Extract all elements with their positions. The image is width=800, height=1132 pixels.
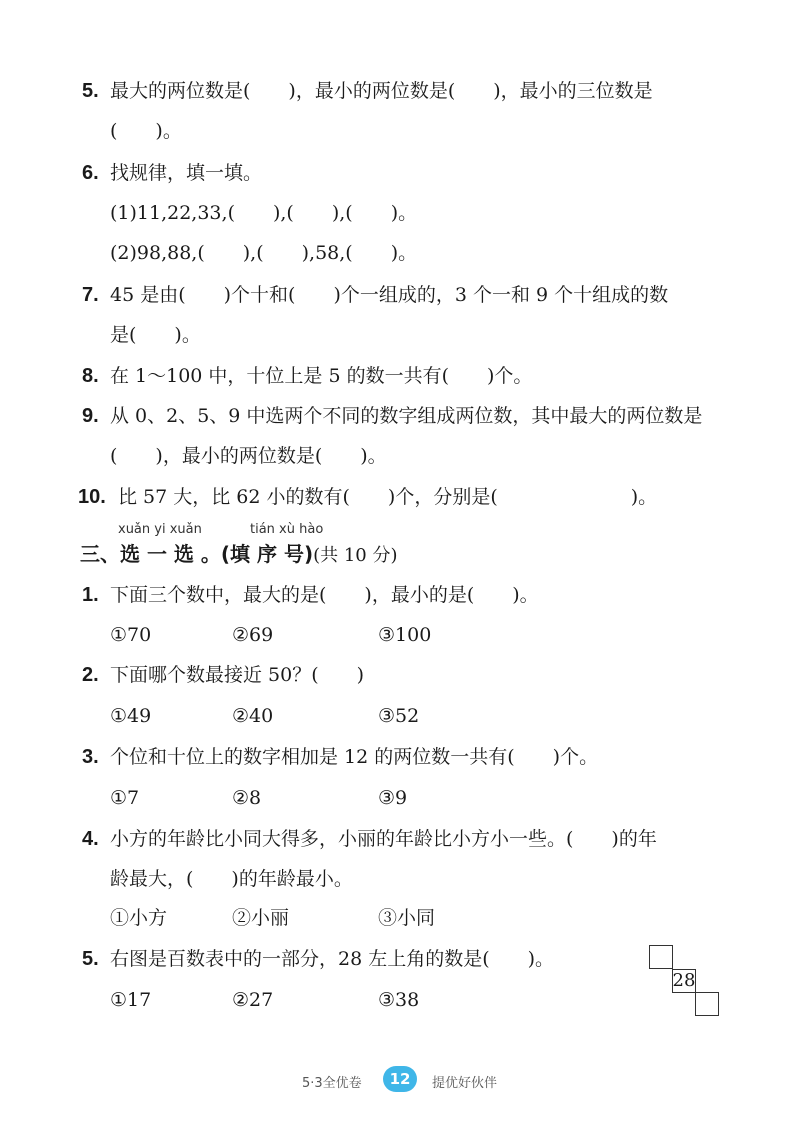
option-2: ②27: [232, 989, 274, 1011]
question-text: 找规律，填一填。: [110, 162, 263, 184]
question-number: 10.: [78, 486, 106, 508]
page-number-badge: 12: [383, 1066, 417, 1092]
option-2: ②69: [232, 624, 274, 646]
option-3: ③9: [378, 787, 408, 809]
question-number: 8.: [82, 365, 99, 387]
option-2: ②40: [232, 705, 274, 727]
option-3: ③100: [378, 624, 432, 646]
section-heading: 三、选 一 选 。(填 序 号): [80, 542, 314, 566]
option-2: ②小丽: [232, 907, 290, 929]
question-text: 下面三个数中，最大的是( )，最小的是( )。: [110, 584, 539, 606]
question-number: 6.: [82, 162, 99, 184]
option-1: ①7: [110, 787, 140, 809]
pinyin-tian-xu-hao: tián xù hào: [250, 522, 324, 537]
grid-cell-bottom-right: [695, 992, 719, 1016]
section-title: [80, 540, 398, 570]
option-3: ③52: [378, 705, 420, 727]
page-footer: [0, 1066, 800, 1096]
question-text: 小方的年龄比小同大得多，小丽的年龄比小方小一些。( )的年: [110, 828, 657, 850]
question-number: 4.: [82, 828, 99, 850]
option-1: ①小方: [110, 907, 168, 929]
option-1: ①49: [110, 705, 152, 727]
question-text: 右图是百数表中的一部分，28 左上角的数是( )。: [110, 948, 555, 970]
question-text: 比 57 大，比 62 小的数有( )个，分别是( )。: [118, 486, 658, 508]
question-text: 个位和十位上的数字相加是 12 的两位数一共有( )个。: [110, 746, 599, 768]
question-5-continuation: ( )。: [110, 120, 182, 142]
option-1: ①17: [110, 989, 152, 1011]
question-text: 下面哪个数最接近 50？( ): [110, 664, 365, 686]
question-6-sub-1: (1)11,22,33,( ),( ),( )。: [110, 202, 418, 224]
choice-question-4-continuation: 龄最大，( )的年龄最小。: [110, 868, 353, 890]
question-number: 3.: [82, 746, 99, 768]
grid-cell-number: 28: [672, 970, 696, 991]
footer-slogan: 提优好伙伴: [432, 1076, 498, 1091]
question-text: 在 1～100 中，十位上是 5 的数一共有( )个。: [110, 365, 533, 387]
grid-cell-top-left: [649, 945, 673, 969]
question-number: 1.: [82, 584, 99, 606]
question-number: 5.: [82, 948, 99, 970]
option-3: ③38: [378, 989, 420, 1011]
section-score: (共 10 分): [313, 545, 398, 566]
section-pinyin: [0, 522, 800, 540]
option-1: ①70: [110, 624, 152, 646]
question-text: 从 0、2、5、9 中选两个不同的数字组成两位数，其中最大的两位数是: [110, 405, 703, 427]
question-6-sub-2: (2)98,88,( ),( ),58,( )。: [110, 242, 418, 264]
option-3: ③小同: [378, 907, 436, 929]
footer-series-name: 5·3全优卷: [302, 1076, 362, 1091]
question-number: 9.: [82, 405, 99, 427]
question-number: 7.: [82, 284, 99, 306]
question-text: 45 是由( )个十和( )个一组成的，3 个一和 9 个十组成的数: [110, 284, 669, 306]
question-7-continuation: 是( )。: [110, 324, 201, 346]
option-2: ②8: [232, 787, 262, 809]
pinyin-xuan-yi-xuan: xuǎn yi xuǎn: [118, 522, 202, 537]
question-number: 2.: [82, 664, 99, 686]
question-9-continuation: ( )，最小的两位数是( )。: [110, 445, 387, 467]
question-number: 5.: [82, 80, 99, 102]
question-text: 最大的两位数是( )，最小的两位数是( )，最小的三位数是: [110, 80, 653, 102]
